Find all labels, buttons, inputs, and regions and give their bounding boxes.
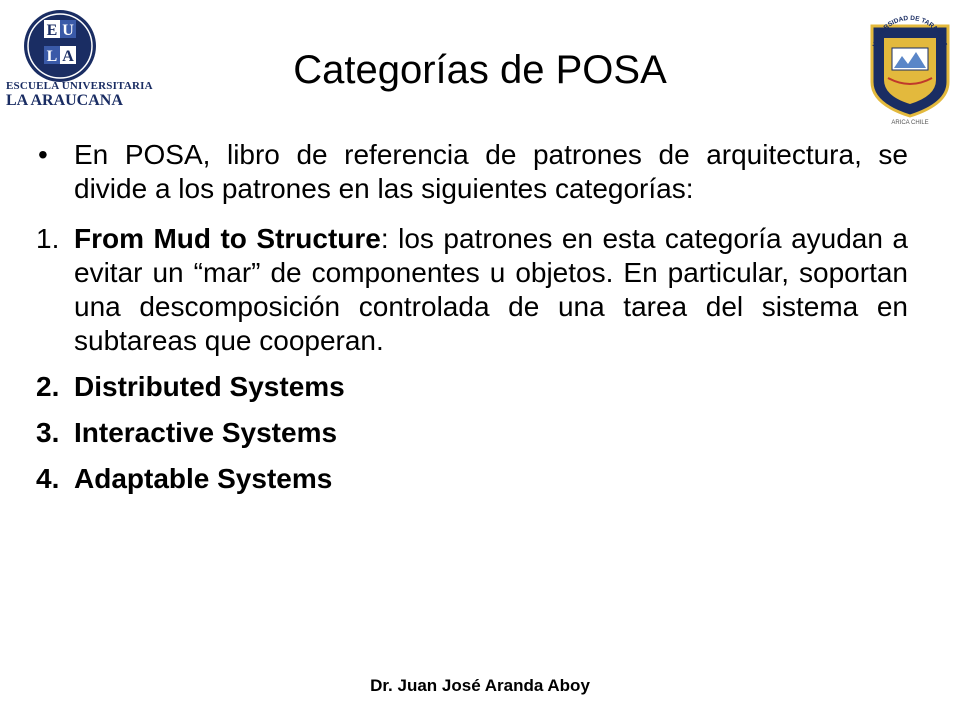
- category-item-4: [36, 462, 908, 496]
- bullet-marker: •: [38, 139, 48, 170]
- logo-letter-a: A: [62, 48, 74, 65]
- item-number: 4.: [36, 463, 60, 494]
- item-number: 3.: [36, 417, 60, 448]
- item-number: 2.: [36, 371, 60, 402]
- intro-bullet: [36, 138, 908, 206]
- slide-content: [36, 138, 908, 508]
- category-item-1: [36, 222, 908, 358]
- category-item-2: [36, 370, 908, 404]
- universidad-tarapaca-seal: [862, 4, 958, 126]
- category-name: From Mud to Structure: [74, 223, 381, 254]
- logo-school-name-line2: LA ARAUCANA: [6, 92, 123, 109]
- seal-city-text: ARICA CHILE: [891, 120, 929, 126]
- intro-text: En POSA, libro de referencia de patrones de arquitectura, se divide a los patrones en las siguientes categorías:: [74, 139, 908, 204]
- logo-letter-e: E: [46, 22, 58, 39]
- category-item-3: [36, 416, 908, 450]
- footer-author: Dr. Juan José Aranda Aboy: [370, 676, 590, 695]
- category-name: Adaptable Systems: [74, 463, 333, 494]
- category-description: : los patrones en esta categoría ayudan a evitar un “mar” de componentes u objetos. En particular, soportan una descomposición controlada de una tarea del sistema en subtareas que cooperan.: [74, 223, 909, 356]
- logo-letter-u: U: [62, 22, 74, 39]
- seal-ring-text: UNIVERSIDAD DE TARAPACA: [871, 14, 949, 48]
- item-number: 1.: [36, 223, 60, 254]
- logo-letter-l: L: [46, 48, 58, 65]
- category-name: Interactive Systems: [74, 417, 338, 448]
- page-title: Categorías de POSA: [293, 48, 667, 92]
- category-name: Distributed Systems: [74, 371, 345, 402]
- logo-school-name-line1: ESCUELA UNIVERSITARIA: [6, 80, 153, 92]
